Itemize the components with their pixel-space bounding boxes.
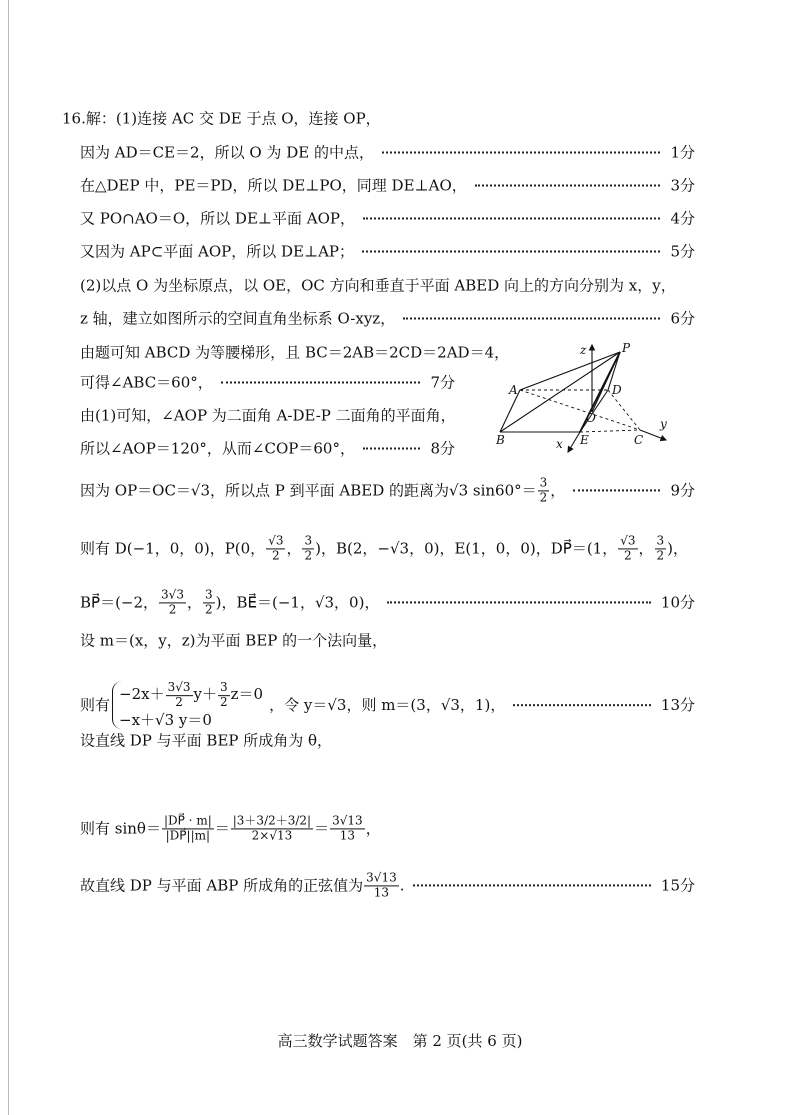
text-run: 因为 AD＝CE＝2，所以 O 为 DE 的中点， bbox=[80, 143, 374, 162]
solution-line bbox=[80, 681, 695, 729]
text-run: ， bbox=[550, 481, 566, 500]
dot-leader bbox=[413, 884, 651, 886]
fraction-numerator: |DP⃗ · m| bbox=[163, 813, 212, 828]
text-run: (2)以点 O 为坐标原点，以 OE，OC 方向和垂直于平面 ABED 向上的方向分别为 x，y， bbox=[80, 276, 676, 295]
fraction bbox=[330, 814, 365, 841]
fraction-numerator: 3 bbox=[204, 587, 213, 602]
score-label: 10分 bbox=[660, 593, 695, 612]
solution-line bbox=[80, 241, 695, 262]
score-label: 3分 bbox=[670, 176, 695, 195]
text-run: 则有 bbox=[80, 696, 111, 715]
fraction-denominator: 2 bbox=[656, 548, 665, 562]
fraction bbox=[162, 814, 214, 841]
score-label: 4分 bbox=[670, 209, 695, 228]
dot-leader bbox=[363, 447, 421, 449]
text-run: 所以∠AOP＝120°，从而∠COP＝60°， bbox=[80, 439, 355, 458]
fraction-numerator: 3 bbox=[304, 533, 313, 548]
solution-line bbox=[80, 588, 695, 615]
solution-line bbox=[80, 142, 695, 163]
equation-system bbox=[112, 681, 263, 729]
text-run: . bbox=[399, 876, 405, 894]
dot-leader bbox=[362, 250, 660, 252]
label-B: B bbox=[496, 433, 505, 447]
fraction-denominator: 2 bbox=[220, 694, 228, 709]
dot-leader bbox=[221, 381, 421, 383]
fraction bbox=[231, 814, 313, 841]
text-run: z＝0 bbox=[230, 685, 264, 704]
dot-leader bbox=[382, 151, 661, 153]
solution-line bbox=[80, 275, 695, 296]
fraction-denominator: 2 bbox=[175, 694, 183, 709]
fraction bbox=[655, 534, 667, 561]
fraction-denominator: 2 bbox=[624, 548, 632, 562]
text-run: ，令 y＝√3，则 m＝(3，√3，1)， bbox=[269, 696, 506, 715]
fraction bbox=[203, 588, 215, 615]
solution-line bbox=[80, 342, 510, 363]
text-run: 因为 OP＝OC＝√3，所以点 P 到平面 ABED 的距离为√3 sin60°＝ bbox=[80, 481, 537, 500]
label-C: C bbox=[634, 433, 644, 447]
edge-BP bbox=[500, 352, 620, 432]
text-run: y＋ bbox=[193, 685, 217, 704]
label-y: y bbox=[660, 417, 667, 431]
score-label: 15分 bbox=[660, 876, 695, 895]
text-run: )， bbox=[667, 539, 689, 558]
text-run: 又 PO∩AO＝O，所以 DE⊥平面 AOP， bbox=[80, 209, 355, 228]
dot-leader bbox=[573, 489, 660, 491]
text-run: 则有 D(−1，0，0)，P(0， bbox=[80, 539, 266, 558]
text-run: z 轴，建立如图所示的空间直角坐标系 O-xyz， bbox=[80, 309, 396, 328]
edge-EC bbox=[580, 430, 640, 432]
fraction-numerator: 3 bbox=[220, 680, 228, 695]
equation-row bbox=[119, 681, 263, 708]
text-run: )，BE⃗＝(−1，√3，0)， bbox=[215, 593, 380, 612]
text-run: ＝ bbox=[214, 819, 230, 838]
fraction-denominator: |DP⃗||m| bbox=[165, 828, 211, 842]
score-label: 9分 bbox=[670, 481, 695, 500]
score-label: 1分 bbox=[670, 143, 695, 162]
fraction-denominator: 2×√13 bbox=[251, 828, 293, 842]
dot-leader bbox=[403, 317, 660, 319]
text-run: −2x＋ bbox=[119, 685, 165, 704]
fraction-denominator: 2 bbox=[272, 548, 280, 562]
fraction-numerator: √3 bbox=[620, 533, 636, 548]
score-label: 8分 bbox=[430, 439, 455, 458]
label-E: E bbox=[580, 433, 589, 447]
text-run: )，B(2，−√3，0)，E(1，0，0)，DP⃗＝(1， bbox=[315, 539, 618, 558]
fraction-numerator: 3√13 bbox=[366, 870, 397, 885]
fraction bbox=[159, 588, 186, 615]
fraction-numerator: 3√3 bbox=[161, 587, 184, 602]
text-run: BP⃗＝(−2， bbox=[80, 593, 159, 612]
fraction-numerator: 3√13 bbox=[332, 813, 363, 828]
solution-line bbox=[80, 175, 695, 196]
dot-leader bbox=[513, 704, 651, 706]
solution-line bbox=[80, 730, 695, 751]
label-D: D bbox=[612, 383, 622, 397]
text-run: 故直线 DP 与平面 ABP 所成角的正弦值为 bbox=[80, 876, 364, 895]
text-run: 又因为 AP⊂平面 AOP，所以 DE⊥AP； bbox=[80, 242, 355, 261]
fraction bbox=[218, 681, 230, 708]
label-P: P bbox=[622, 341, 631, 355]
score-label: 7分 bbox=[430, 373, 455, 392]
y-axis bbox=[640, 430, 666, 440]
solution-line bbox=[80, 476, 695, 503]
label-A: A bbox=[509, 383, 518, 397]
label-x: x bbox=[556, 437, 563, 451]
fraction-denominator: 2 bbox=[539, 490, 548, 504]
fraction bbox=[618, 534, 637, 561]
text-run: 可得∠ABC＝60°， bbox=[80, 373, 213, 392]
solution-line bbox=[80, 208, 695, 229]
text-run: 设 m＝(x，y，z)为平面 BEP 的一个法向量， bbox=[80, 631, 388, 650]
edge-AC bbox=[520, 390, 640, 430]
page-edge bbox=[8, 0, 9, 1115]
fraction bbox=[364, 871, 399, 898]
score-label: 5分 bbox=[670, 242, 695, 261]
fraction-numerator: 3 bbox=[656, 533, 665, 548]
fraction bbox=[538, 476, 550, 503]
fraction bbox=[302, 534, 314, 561]
fraction bbox=[266, 534, 285, 561]
fraction-denominator: 13 bbox=[339, 828, 356, 842]
solution-line bbox=[62, 108, 695, 129]
text-run: ， bbox=[186, 593, 202, 612]
fraction-numerator: |3＋3/2＋3/2| bbox=[232, 813, 312, 828]
fraction-denominator: 13 bbox=[373, 885, 390, 899]
solution-line bbox=[80, 308, 695, 329]
solution-line bbox=[80, 630, 695, 651]
dot-leader bbox=[387, 601, 650, 603]
x-axis bbox=[568, 432, 580, 452]
text-run: ＝ bbox=[314, 819, 330, 838]
text-run: ， bbox=[286, 539, 302, 558]
text-run: 设直线 DP 与平面 BEP 所成角为 θ， bbox=[80, 731, 333, 750]
fraction-denominator: 2 bbox=[204, 602, 213, 616]
geometry-figure bbox=[490, 338, 675, 453]
solution-line bbox=[80, 372, 455, 393]
label-O: O bbox=[586, 411, 596, 425]
text-run: 由题可知 ABCD 为等腰梯形，且 BC＝2AB＝2CD＝2AD＝4， bbox=[80, 343, 510, 362]
solution-line bbox=[80, 534, 695, 561]
fraction-numerator: 3 bbox=[539, 475, 548, 490]
fraction-numerator: √3 bbox=[268, 533, 284, 548]
dot-leader bbox=[363, 217, 660, 219]
text-run: 由(1)可知，∠AOP 为二面角 A-DE-P 二面角的平面角， bbox=[80, 406, 456, 425]
text-run: 则有 sinθ＝ bbox=[80, 819, 161, 838]
score-label: 6分 bbox=[670, 309, 695, 328]
fraction-numerator: 3√3 bbox=[167, 680, 191, 695]
text-run: ， bbox=[365, 819, 381, 838]
fraction bbox=[166, 681, 193, 708]
fraction-denominator: 2 bbox=[304, 548, 313, 562]
score-label: 13分 bbox=[660, 696, 695, 715]
text-run: 在△DEP 中，PE＝PD，所以 DE⊥PO，同理 DE⊥AO， bbox=[80, 176, 467, 195]
solution-line bbox=[80, 438, 455, 459]
fraction-denominator: 2 bbox=[168, 602, 177, 616]
dot-leader bbox=[475, 184, 661, 186]
solution-line bbox=[80, 814, 695, 841]
solution-line bbox=[80, 871, 695, 898]
text-run: −x＋√3 y＝0 bbox=[119, 711, 212, 730]
page-footer: 高三数学试题答案 第 2 页(共 6 页) bbox=[277, 1032, 523, 1050]
equation-row bbox=[119, 712, 263, 729]
label-z: z bbox=[580, 343, 587, 357]
text-run: ， bbox=[638, 539, 654, 558]
solution-line bbox=[80, 405, 455, 426]
text-run: 16.解：(1)连接 AC 交 DE 于点 O，连接 OP， bbox=[62, 109, 381, 128]
